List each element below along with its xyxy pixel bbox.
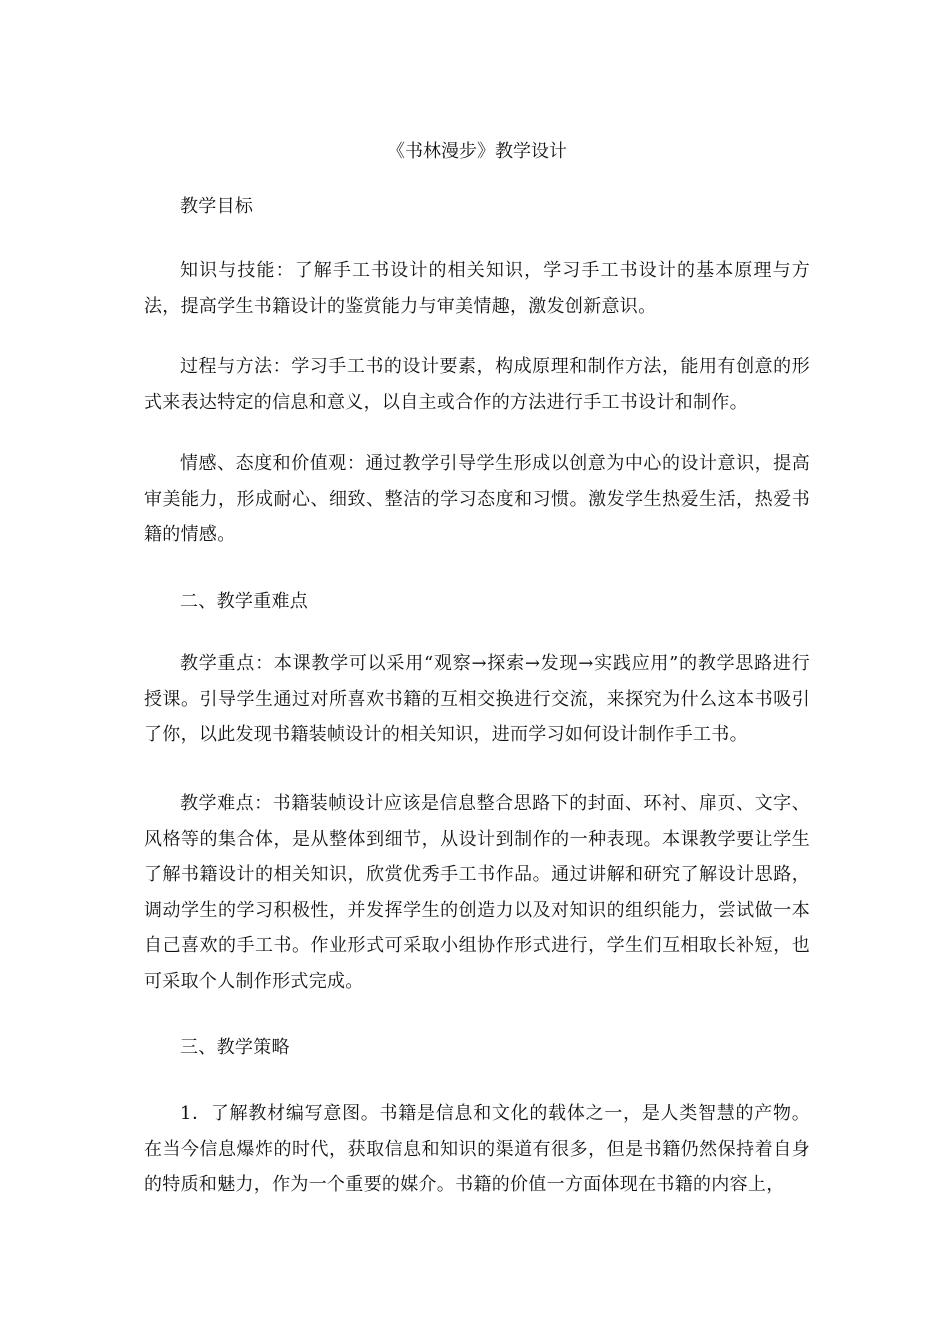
document-page <box>144 0 810 1344</box>
document-title: 《书林漫步》教学设计 <box>387 141 567 162</box>
heading-teaching-objectives: 教学目标 <box>180 196 254 217</box>
paragraph-strategy-1: 1．了解教材编写意图。书籍是信息和文化的载体之一，是人类智慧的产物。在当今信息爆炸的时代，获取信息和知识的渠道有很多，但是书籍仍然保持着自身的特质和魅力，作为一个重要的媒介。书籍的价值一方面体现在书籍的内容上， <box>144 1103 810 1195</box>
paragraph-teaching-difficulty: 教学难点：书籍装帧设计应该是信息整合思路下的封面、环衬、扉页、文字、风格等的集合体，是从整体到细节，从设计到制作的一种表现。本课教学要让学生了解书籍设计的相关知识，欣赏优秀手工书作品。通过讲解和研究了解设计思路，调动学生的学习积极性，并发挥学生的创造力以及对知识的组织能力，尝试做一本自己喜欢的手工书。作业形式可采取小组协作形式进行，学生们互相取长补短，也可采取个人制作形式完成。 <box>144 793 810 992</box>
paragraph-emotion-attitude-values: 情感、态度和价值观：通过教学引导学生形成以创意为中心的设计意识，提高审美能力，形成耐心、细致、整洁的学习态度和习惯。激发学生热爱生活，热爱书籍的情感。 <box>144 453 810 545</box>
heading-teaching-strategy: 三、教学策略 <box>180 1037 290 1058</box>
paragraph-process-methods: 过程与方法：学习手工书的设计要素，构成原理和制作方法，能用有创意的形式来表达特定的信息和意义，以自主或合作的方法进行手工书设计和制作。 <box>144 356 810 413</box>
paragraph-teaching-focus: 教学重点：本课教学可以采用“观察→探索→发现→实践应用”的教学思路进行授课。引导学生通过对所喜欢书籍的互相交换进行交流，来探究为什么这本书吸引了你，以此发现书籍装帧设计的相关知识，进而学习如何设计制作手工书。 <box>144 653 810 745</box>
paragraph-knowledge-skills: 知识与技能：了解手工书设计的相关知识，学习手工书设计的基本原理与方法，提高学生书籍设计的鉴赏能力与审美情趣，激发创新意识。 <box>144 260 810 317</box>
heading-key-difficult-points: 二、教学重难点 <box>180 591 309 612</box>
